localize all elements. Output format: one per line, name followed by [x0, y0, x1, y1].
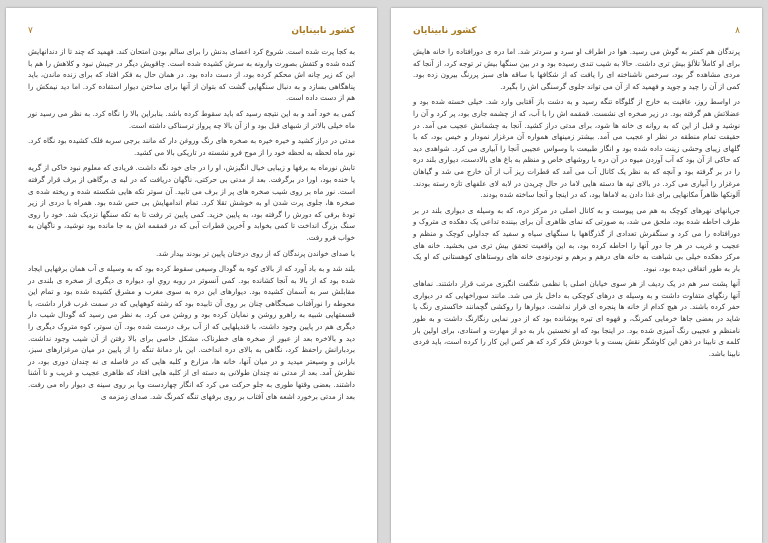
paragraph: جریانهای نهرهای کوچک به هم می پیوست و به کانال اصلی در مرکز دره، که به وسیله ی دیواری بلند در بر طرف احاطه شده بود، ملحق می شد، به صورتی که نمای ظاهری آن برای بیننده تداعی یک دهکده ی متروک و دورافتاده را می کرد و سنگفرش تعدادی از گذرگاهها با سنگهای سیاه و سفید که جداولی کوچک و منظم و عجیب و غریب در هر جا دور آنها را احاطه کرده بود، به این واقعیت تحقق بیش تری می بخشید. خانه های مرکز دهکده خیلی بی شباهت به خانه های درهم و برهم و نودرنودی خانه های روستاهای کوهستانی که او یک بار به طور اتفاقی دیده بود، نبود. [413, 205, 740, 273]
paragraph: به کجا پرت شده است. شروع کرد اعضای بدنش را برای سالم بودن امتحان کند. فهمید که چند تا از دندانهایش کنده شده و کتفش بصورت وارونه به سرش کشیده شده است. چاقویش دیگر در جیبش نبود و کلاهش را هم با این که زیر چانه اش محکم کرده بود، از دست داده بود. در همان حال به فکر افتاد که برای زنده ماندن، باید پناهگاهی بسازد و به دنبال سنگهایی گشت که بتوان از آنها برای ساختن دیوار استفاده کرد. اما دید نیمکش را هم از دست داده است. [28, 47, 355, 103]
paragraph: تابش نورماه به برفها و زیبایی خیال انگیزش، او را در جای خود نگه داشت. فریادی که معلوم نبود خاکی از گریه یا خنده بود، اورا در برگرفت. بعد از مدتی بی حرکتی، ناگهان دریافت که در لبه ی برگاهی از برف قرار گرفته است. نور ماه بر روی شیب صخره های پر از برف می تابید. آن سوتر تکه هایی شکسته شده و ریخته شده ی صخره ها، جلوی پرت شدن او به خوشش تقلا کرد. تمام اندامهایش بی حس شده بود. همراه با دردی از زیر تودهٔ برفی که دورش را گرفته بود، به پایین خزید. کمی پایین تر رفت تا به تکه سنگها نزدیک شد. خود را روی سنگ بزرگ انداخت تا کمی بخوابد و آخرین قطرات آبی که در قمقمه اش به جا مانده بود نوشید، و ناگهان به خواب فرو رفت. [28, 163, 355, 242]
left-page [6, 8, 377, 543]
paragraph: در اواسط روز، عاقبت به خارج از گلوگاه تنگه رسید و به دشت باز آفتابی وارد شد. خیلی خسته شده بود و عضلاتش هم گرفته بود. در زیر صخره ای نشست. قمقمه اش را با آب، که از چشمه جاری بود، پر کرد و آن را نوشید و قبل از این که به روانه ی خانه ها شود، برای مدتی دراز کشید. آنجا به چشمانش عجیب می آمد. در حقیقت تمام منطقه در نظر او عجیب می آمد. بیشتر زمینهای همواره آن مرغزار نمودار و خیس بود، که با گلهای زیبای وحشی زینت داده شده بود و انگار طبیعت با وسواس عجیبی آنجا را آبیاری می کرد. شواهدی دید که حاکی از آن بود که آب آوردن میوه در آن دره با روشهای خاص و منظم به باغ های بالادست، دیواری بلند دره را در بر گرفته بود و آنچه که به نظر یک کانال آب می آمد که قطرات ریز آب از آن خارج می شد و گیاهان مرغزار را آبیاری می کرد. در بالای تپه ها دسته هایی لاما در حال چریدن در لابه لای علفهای تازه رسته بودند. آلونکها ظاهراً مکانهایی برای غذا دادن به لاماها بود، که در اینجا و آنجا ساخته شده بودند. [413, 97, 740, 200]
paragraph: پرندگان هم کمتر به گوش می رسید. هوا در اطراف او سرد و سردتر شد. اما دره ی دورافتاده را خانه هایش برای او کاملاً تلألؤ بیش تری داشت. حالا به شیب تندی رسیده بود و در بین سنگها بیش تر توجه کرد، از آنجا که مردی مشاهده گر بود، سرخس ناشناخته ای را یافت که از شکافها با ساقه های سبز پررنگ بیرون زده بود. کمی از آن را چید و جوید و فهمید که از آن می تواند جلوی گرسنگی اش را بگیرد. [413, 47, 740, 91]
page-header [28, 26, 355, 36]
right-page [391, 8, 762, 543]
paragraph: با صدای خواندن پرندگان که از روی درختان پایین تر بودند بیدار شد. [156, 248, 355, 258]
paragraph: آنها پشت سر هم در یک ردیف از هر سوی خیابان اصلی با نظمی شگفت انگیزی مرتب قرار داشتند. نماهای آنها رنگهای متفاوت داشت و به وسیله ی درهای کوچکی به داخل باز می شد. مانند سوراخهایی که در دیواری حفر کرده باشند. در هیچ کدام از خانه ها پنجره ای قرار نداشت. دیوارها را روکشی گچمانند خاکستری رنگ یا شاید در بعضی جاها خرمایی کمرنگ، و قهوه ای تیره پوشانده بود که از دور نمایی رنگارنگ داشت و به طور نامنظم و عجیبی رنگ آمیزی شده بود. در اینجا بود که او نخستین بار به دو از مهارت و استادی، برای اولین بار کلمه ی نابینا در ذهن این کاوشگر نقش بست و با خودش فکر کرد که هر کس این کار را کرده است، باید فردی نابینا باشد. [413, 279, 740, 358]
paragraph: کمی به خود آمد و به این نتیجه رسید که باید سقوط کرده باشد. بنابراین بالا را نگاه کرد. به نظر می رسید نور ماه خیلی بالاتر از شبهای قبل بود و از آن بالا چه پرواز ترسناکی داشته است. [28, 108, 355, 130]
page-number: ۸ [735, 26, 740, 36]
page-number: ۷ [28, 26, 33, 36]
paragraph: بلند شد و به باد آورد که از بالای کوه به گودال وسیعی سقوط کرده بود که به وسیله ی آب همان برفهایی ایجاد شده بود که از بالا به آنجا کشانده بود. کمی آنسوتر در روبه رویِ او، دیواره ی دیگری از صخره ی بلندی در مقابلش سر به آسمان کشیده بود. دیوارهای این دره به سوی مغرب و مشرق کشیده شده بود و تمام این محوطه را نورآفتاب صبحگاهی چنان بر روی آن تابیده بود که رشته کوههایی که در سمت غرب قرار داشت، با قسمتهایی شبیه به راهرو روشن و نمایان کرده بود و روشن می کرد. به نظر می رسید که گودال شیب دار دیگری هم در پایین وجود داشت، با قندیلهایی که از آب برف درست شده بود. آن سوتر، کوه متروک دیگری را دید و بالاخره بعد از عبور از صخره های خطرناک، مشکل خاصی برای بالا رفتن از آن شیب وجود نداشت. بردبارانش راحفظ کرد، نگاهی به بالای دره انداخت. این بار دمانهٔ تنگه را از پایین در میان مرغزارهای سبز، بارانی و وسیعتر میدید و در میان آنها، خانه ها، مزارع و کلبه هایی که در فاصله ی نه چندان دوری بود، در نظرش آمد. بعد از مدتی نه چندان طولانی به دسته ای از کلبه هایی افتاد که ظاهری عجیب و غریب و نا آشنا داشتند. بعضی وقتها طوری به جلو حرکت می کرد که انگار چهاردست وپا بر روی سینه ی دیوار راه می رفت. بعد از مدتی برخورد اشعه های آفتاب بر روی برفهای تنگه کمرنگ شد. صدای زمزمه ی [28, 264, 355, 401]
book-title: کشور نابینایان [413, 26, 477, 36]
page-body [28, 46, 355, 402]
paragraph: مدتی در دراز کشید و خیره خیره به صخره های رنگ وروغن دار که مانند برجی سربه فلک کشیده بود نگاه کرد. نور ماه لحظه به لحظه خود را از موج فرو نشسته در تاریکی بالا می کشید. [28, 136, 355, 157]
book-title: کشور نابینایان [291, 26, 355, 36]
page-header [413, 26, 740, 36]
page-body [413, 46, 740, 359]
